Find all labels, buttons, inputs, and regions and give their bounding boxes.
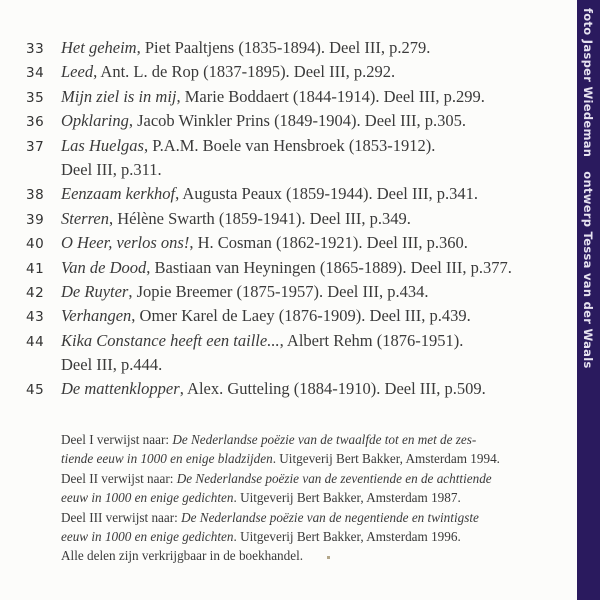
poem-list — [26, 36, 571, 402]
poem-title: De Ruyter — [61, 281, 129, 301]
entry-details: , Bastiaan van Heyningen (1865-1889). Deel III, p.377. — [146, 257, 512, 277]
list-item — [26, 207, 571, 231]
entry-number: 37 — [26, 138, 45, 155]
poem-title: Las Huelgas — [61, 135, 144, 155]
entry-number: 38 — [26, 187, 45, 204]
entry-number: 41 — [26, 260, 45, 277]
book-title: eeuw in 1000 en enige gedichten — [61, 490, 234, 506]
entry-text — [61, 377, 486, 401]
list-item — [26, 36, 571, 60]
poem-title: De mattenklopper — [61, 379, 180, 399]
poem-title: Eenzaam kerkhof — [61, 184, 176, 204]
list-item — [26, 329, 571, 353]
poem-title: O Heer, verlos ons! — [61, 233, 190, 253]
entry-details: , Ant. L. de Rop (1837-1895). Deel III, p.292. — [93, 62, 396, 82]
closing-text: Alle delen zijn verkrijgbaar in de boekhandel. — [61, 548, 304, 564]
poem-title: Van de Dood — [61, 257, 147, 277]
entry-text — [61, 256, 512, 280]
note-prefix: Deel III verwijst naar: — [61, 509, 182, 525]
entry-number: 40 — [26, 236, 45, 253]
entry-text — [61, 207, 411, 231]
note-prefix: Deel I verwijst naar: — [61, 432, 173, 447]
list-item — [26, 231, 571, 255]
entry-text — [61, 280, 428, 304]
entry-details: , Omer Karel de Laey (1876-1909). Deel III, p.439. — [131, 306, 471, 326]
entry-number: 43 — [26, 309, 45, 326]
note-deel-2 — [61, 469, 561, 508]
poem-title: Verhangen — [61, 306, 132, 326]
entry-number: 44 — [26, 333, 45, 350]
entry-details: , Piet Paaltjens (1835-1894). Deel III, p.279. — [136, 38, 431, 57]
entry-number: 42 — [26, 284, 45, 301]
entry-details: , Jopie Breemer (1875-1957). Deel III, p.434. — [128, 281, 429, 301]
poem-title: Leed — [61, 62, 94, 82]
entry-text — [61, 60, 395, 84]
entry-text — [61, 109, 466, 133]
design-credit: ontwerp Tessa van der Waals — [581, 171, 595, 369]
book-title: tiende eeuw in 1000 en enige bladzijden — [61, 451, 273, 467]
note-deel-3 — [61, 508, 561, 547]
entry-number: 33 — [26, 41, 45, 57]
entry-number: 36 — [26, 114, 45, 131]
list-item — [26, 60, 571, 84]
poem-title: Kika Constance heeft een taille... — [61, 330, 280, 350]
publisher-info: . Uitgeverij Bert Bakker, Amsterdam 1994. — [272, 451, 500, 467]
credits-text — [581, 8, 595, 369]
entry-details: , P.A.M. Boele van Hensbroek (1853-1912). — [143, 135, 436, 155]
entry-details: Deel III, p.444. — [61, 355, 163, 375]
poem-title: Mijn ziel is in mij — [61, 86, 177, 106]
entry-number: 45 — [26, 382, 45, 399]
list-item — [26, 109, 571, 133]
list-item — [26, 304, 571, 328]
note-closing — [61, 546, 561, 565]
entry-details: Deel III, p.311. — [61, 159, 162, 179]
entry-details: , Albert Rehm (1876-1951). — [279, 330, 464, 350]
poem-title: Het geheim — [61, 38, 137, 57]
book-title: eeuw in 1000 en enige gedichten — [61, 529, 234, 545]
list-item — [26, 182, 571, 206]
list-item-continuation — [26, 158, 571, 182]
entry-number: 35 — [26, 89, 45, 106]
entry-details: , Jacob Winkler Prins (1849-1904). Deel III, p.305. — [128, 111, 467, 131]
note-deel-1 — [61, 430, 561, 469]
book-title: De Nederlandse poëzie van de negentiende en twintigste — [181, 509, 479, 525]
entry-number: 39 — [26, 211, 45, 228]
entry-text — [61, 329, 463, 353]
entry-details: , Alex. Gutteling (1884-1910). Deel III, p.509. — [179, 379, 486, 399]
publisher-info: . Uitgeverij Bert Bakker, Amsterdam 1987. — [233, 490, 461, 506]
list-item — [26, 85, 571, 109]
list-item — [26, 280, 571, 304]
references-notes — [61, 430, 561, 566]
list-item-continuation — [26, 353, 571, 377]
book-title: De Nederlandse poëzie van de zeventiende en de achttiende — [176, 470, 492, 486]
entry-text — [61, 134, 435, 158]
list-item — [26, 377, 571, 401]
entry-text — [61, 231, 468, 255]
book-title: De Nederlandse poëzie van de twaalfde tot en met de zes- — [172, 432, 477, 447]
list-item — [26, 134, 571, 158]
entry-text — [61, 36, 430, 60]
poem-title: Opklaring — [61, 111, 129, 131]
poem-title: Sterren — [61, 208, 109, 228]
entry-details: , H. Cosman (1862-1921). Deel III, p.360. — [189, 233, 468, 253]
photo-credit: foto Jasper Wiedeman — [581, 8, 595, 158]
note-prefix: Deel II verwijst naar: — [61, 470, 177, 486]
entry-number: 34 — [26, 65, 45, 82]
list-item — [26, 256, 571, 280]
entry-text — [61, 85, 485, 109]
entry-text — [61, 304, 471, 328]
entry-text — [61, 182, 478, 206]
end-mark-icon — [327, 556, 330, 559]
publisher-info: . Uitgeverij Bert Bakker, Amsterdam 1996. — [233, 529, 461, 545]
entry-details: , Marie Boddaert (1844-1914). Deel III, p.299. — [176, 86, 485, 106]
entry-details: , Augusta Peaux (1859-1944). Deel III, p.341. — [175, 184, 478, 204]
entry-details: , Hélène Swarth (1859-1941). Deel III, p.349. — [108, 208, 411, 228]
credits-sidebar — [577, 0, 600, 600]
